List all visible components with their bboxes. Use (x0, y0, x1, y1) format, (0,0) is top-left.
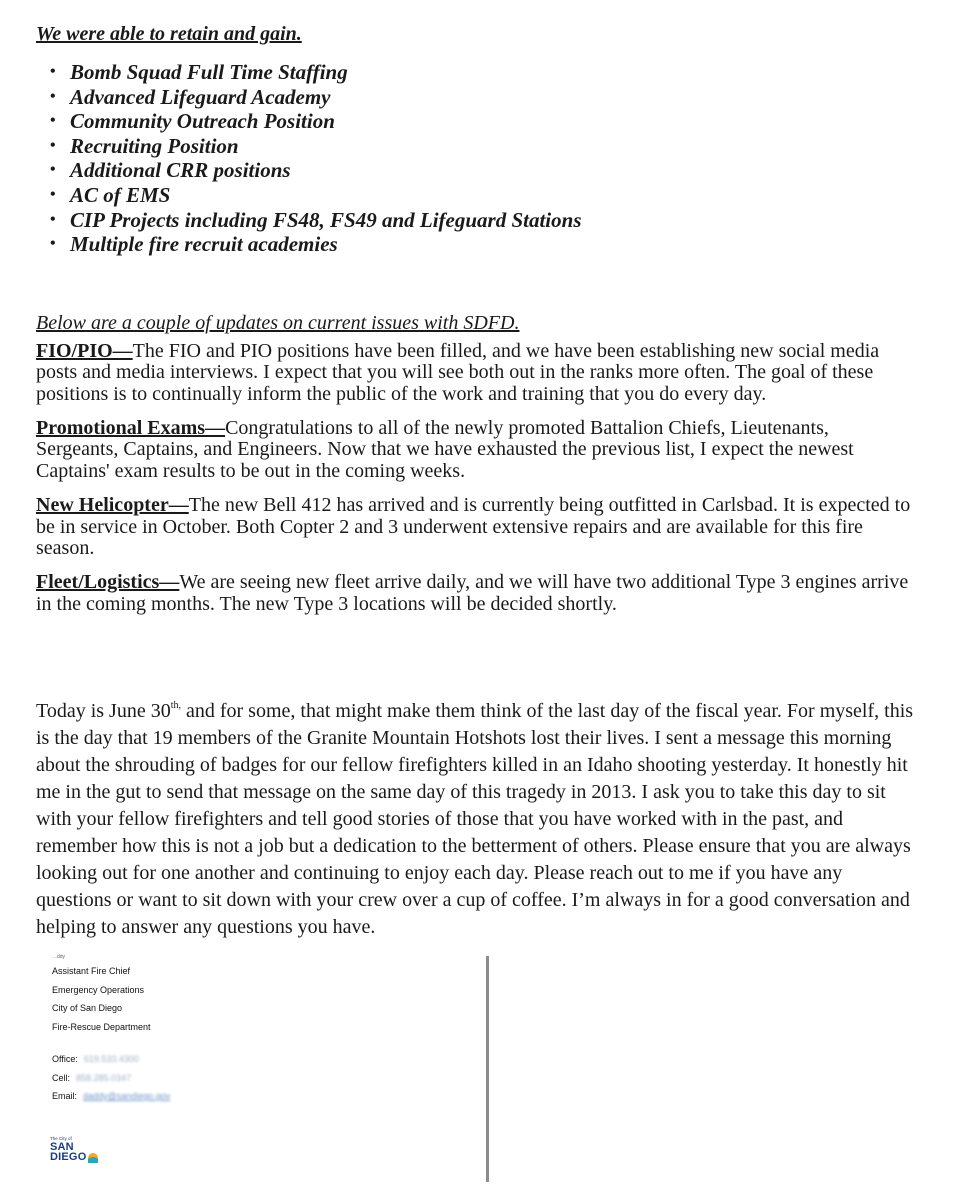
update-fio-pio (36, 341, 916, 405)
signature-name-partial: …ddy (52, 954, 66, 960)
update-fleet-logistics (36, 572, 916, 615)
list-item: • AC of EMS (70, 183, 916, 208)
list-item: • Bomb Squad Full Time Staffing (70, 60, 916, 85)
email-label: Email: (52, 1091, 78, 1101)
update-label: FIO/PIO— (36, 339, 133, 362)
update-promotional-exams (36, 418, 916, 482)
closing-paragraph (36, 698, 916, 948)
signature-divider (486, 956, 489, 1182)
update-label: Fleet/Logistics— (36, 571, 180, 594)
sun-wave-icon (87, 1152, 99, 1164)
office-number: 619.533.4300 (83, 1054, 139, 1064)
list-item: • Multiple fire recruit academies (70, 232, 916, 257)
update-text: We are seeing new fleet arrive daily, and we will have two additional Type 3 engines arrive in the coming months. The new Type 3 locations will be decided shortly. (36, 571, 909, 615)
list-item: • CIP Projects including FS48, FS49 and Lifeguard Stations (70, 208, 916, 233)
letter-body (36, 22, 916, 628)
email-link[interactable]: daddy@sandiego.gov (83, 1091, 171, 1101)
signature-email (52, 1087, 472, 1106)
closing-text: and for some, that might make them think of the last day of the fiscal year. For myself, this is the day that 19 members of the Granite Mountain Hotshots lost their lives. I sent a message this morning about the shrouding of badges for our fellow firefighters killed in an Idaho shooting yesterday. It honestly hit me in the gut to send that message on the same day of this tragedy in 2013. I ask you to take this day to sit with your fellow firefighters and tell good stories of those that you have worked with in the past, and remember how this is not a job but a dedication to the betterment of others. Please ensure that you are always looking out for one another and continuing to enjoy each day. Please reach out to me if you have any questions or want to sit down with your crew over a cup of coffee. I’m always in for a good conversation and helping to answer any questions you have. (36, 700, 914, 938)
list-item: • Community Outreach Position (70, 109, 916, 134)
update-label: Promotional Exams— (36, 416, 226, 439)
signature-office (52, 1050, 472, 1069)
signature-cell (52, 1069, 472, 1088)
updates-heading: Below are a couple of updates on current issues with SDFD. (36, 311, 520, 334)
email-signature (52, 954, 472, 1106)
signature-department: Fire-Rescue Department (52, 1021, 151, 1032)
logo-the-city: The City of (50, 1136, 72, 1141)
signature-title: Assistant Fire Chief (52, 966, 131, 976)
signature-city: City of San Diego (52, 1003, 123, 1013)
office-label: Office: (52, 1054, 78, 1064)
cell-label: Cell: (52, 1072, 71, 1083)
city-of-san-diego-logo (50, 1136, 100, 1170)
update-label: New Helicopter— (36, 494, 189, 517)
closing-lead: Today is June 30 (36, 700, 171, 722)
logo-san: SAN (50, 1141, 74, 1153)
list-item: • Advanced Lifeguard Academy (70, 85, 916, 110)
retain-gain-heading: We were able to retain and gain. (36, 23, 302, 45)
logo-diego: DIEGO (50, 1151, 87, 1163)
update-text: The FIO and PIO positions have been filled, and we have been establishing new social media posts and media interviews. I expect that you will see both out in the ranks more often. The goal of these positions is to continually inform the public of the work and training that you do every day. (36, 339, 880, 405)
list-item: • Recruiting Position (70, 134, 916, 159)
update-text: Congratulations to all of the newly promoted Battalion Chiefs, Lieutenants, Sergeants, Captains, and Engineers. Now that we have exhausted the previous list, I expect the newest Captains' exam results to be out in the coming weeks. (36, 416, 854, 482)
list-item: • Additional CRR positions (70, 158, 916, 183)
update-new-helicopter (36, 495, 916, 559)
cell-number: 858.285.0347 (76, 1072, 132, 1083)
signature-division: Emergency Operations (52, 984, 145, 995)
gains-list (36, 60, 916, 257)
update-text: The new Bell 412 has arrived and is currently being outfitted in Carlsbad. It is expected to be in service in October. Both Copter 2 and 3 underwent extensive repairs and are available for this fire season. (36, 494, 911, 559)
date-superscript: th, (170, 700, 181, 711)
